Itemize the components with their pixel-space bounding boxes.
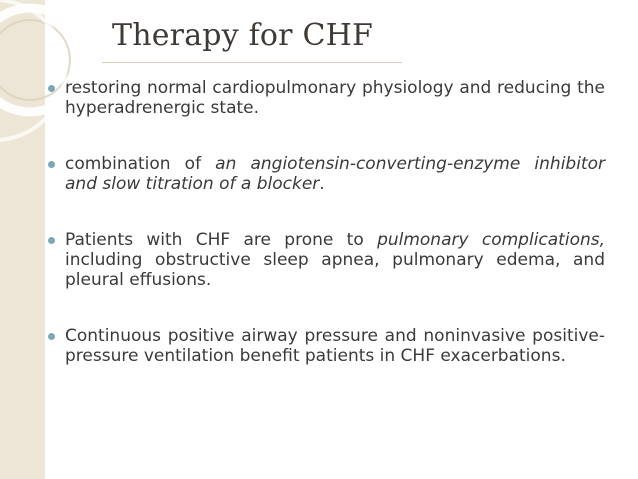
bullet-text-italic: an angiotensin-converting-enzyme inhibitor and slow titration of a blocker [65, 154, 605, 194]
bullet-text-plain: Patients with CHF are prone to [65, 230, 378, 250]
bullet-text-plain: including obstructive sleep apnea, pulmonary edema, and pleural effusions. [65, 250, 605, 290]
slide-title: Therapy for CHF [112, 18, 373, 53]
bullet-item [45, 78, 605, 118]
bullet-text: Continuous positive airway pressure and noninvasive positive-pressure ventilation benefit patients in CHF exacerbations. [65, 326, 605, 366]
bullet-text-plain: . [319, 174, 325, 194]
bullet-text [65, 230, 605, 290]
bullet-dot-icon [48, 85, 55, 92]
bullet-dot-icon [48, 161, 55, 168]
bullet-item [45, 230, 605, 290]
bullet-dot-icon [48, 237, 55, 244]
bullet-text-plain: combination of [65, 154, 216, 174]
bullet-item [45, 154, 605, 194]
bullet-text [65, 154, 605, 194]
bullet-list [45, 72, 605, 366]
bullet-text: restoring normal cardiopulmonary physiology and reducing the hyperadrenergic state. [65, 78, 605, 118]
bullet-text-italic: pulmonary complications, [377, 230, 606, 250]
title-divider [102, 62, 402, 63]
bullet-dot-icon [48, 333, 55, 340]
bullet-item [45, 326, 605, 366]
